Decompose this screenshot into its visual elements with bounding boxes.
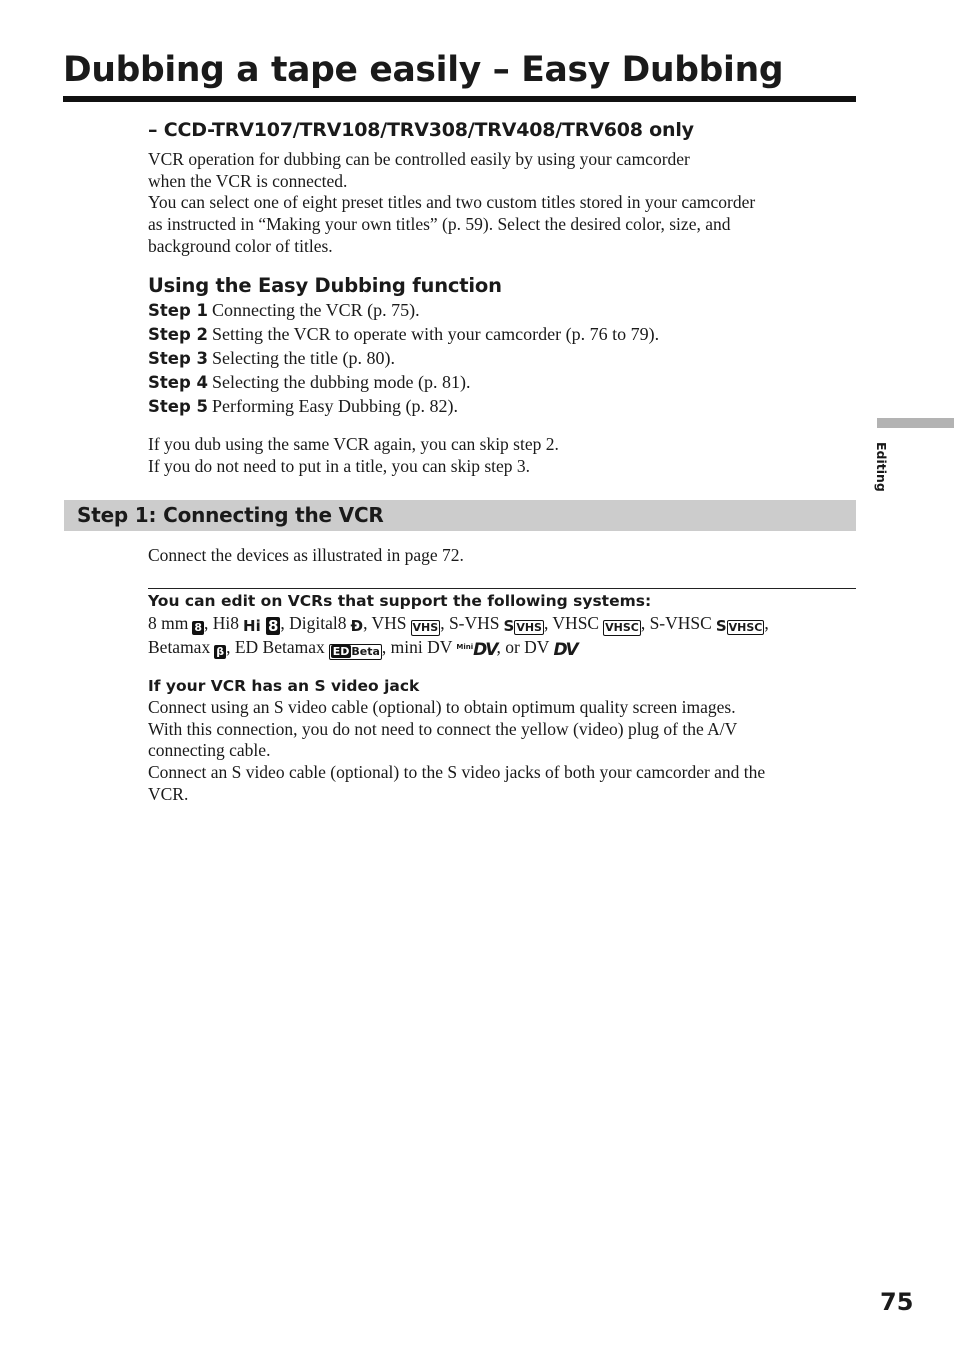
- step-item: [148, 322, 659, 346]
- model-subtitle: – CCD-TRV107/TRV108/TRV308/TRV408/TRV608 only: [148, 119, 694, 141]
- intro-line: as instructed in “Making your own titles” (p. 59). Select the desired color, size, and: [148, 214, 731, 235]
- section-tab-label: Editing: [874, 442, 889, 492]
- vhs-logo-icon: VHS: [412, 621, 439, 634]
- mini-dv-logo-mini: Mini: [456, 643, 474, 651]
- intro-line: background color of titles.: [148, 235, 333, 256]
- mini-dv-logo-icon: [456, 640, 496, 659]
- system-betamax: Betamax: [148, 637, 211, 657]
- svideo-line: VCR.: [148, 783, 189, 804]
- step-text: Selecting the title (p. 80).: [212, 348, 395, 368]
- page-number: 75: [880, 1288, 914, 1316]
- hi8-logo-8: 8: [267, 617, 279, 635]
- step-item: [148, 394, 659, 418]
- digital8-logo-icon: Ð: [350, 617, 364, 635]
- ed-beta-logo-icon: [329, 644, 382, 660]
- section-heading: Using the Easy Dubbing function: [148, 274, 502, 297]
- system-vhsc: , VHSC: [543, 613, 600, 633]
- step1-heading: Step 1: Connecting the VCR: [77, 503, 384, 527]
- system-svhsc: , S-VHSC: [640, 613, 712, 633]
- step-item: [148, 370, 659, 394]
- svhsc-logo-icon: [716, 619, 765, 635]
- systems-list: [148, 612, 769, 660]
- step-label: Step 3: [148, 349, 208, 368]
- intro-paragraph: [148, 149, 755, 258]
- system-ed-betamax: , ED Betamax: [226, 637, 325, 657]
- step-label: Step 2: [148, 325, 208, 344]
- hi8-logo-hi: Hi: [243, 617, 261, 635]
- svhs-logo-icon: [504, 619, 544, 635]
- svhsc-logo-vhsc: VHSC: [728, 621, 763, 634]
- system-mini-dv: , mini DV: [381, 637, 453, 657]
- intro-line: VCR operation for dubbing can be controlled easily by using your camcorder: [148, 149, 690, 169]
- title-rule: [63, 96, 856, 102]
- note-line: If you do not need to put in a title, you can skip step 3.: [148, 455, 531, 476]
- svideo-line: Connect using an S video cable (optional) to obtain optimum quality screen images.: [148, 697, 736, 717]
- notes: [148, 434, 559, 477]
- systems-rule: [148, 588, 856, 589]
- betamax-logo-icon: β: [216, 645, 225, 658]
- step-text: Selecting the dubbing mode (p. 81).: [212, 372, 471, 392]
- svideo-line: Connect an S video cable (optional) to the S video jacks of both your camcorder and the: [148, 762, 766, 783]
- svhs-logo-vhs: VHS: [516, 621, 542, 634]
- svideo-line: With this connection, you do not need to connect the yellow (video) plug of the A/V: [148, 718, 738, 739]
- connect-text: Connect the devices as illustrated in page 72.: [148, 545, 464, 565]
- system-dv: , or DV: [496, 637, 550, 657]
- step-label: Step 5: [148, 397, 208, 416]
- vhsc-logo-icon: VHSC: [605, 621, 639, 634]
- svideo-line: connecting cable.: [148, 740, 271, 761]
- system-hi8: , Hi8: [204, 613, 240, 633]
- section-tab-bar: [877, 418, 954, 428]
- note-line: If you dub using the same VCR again, you can skip step 2.: [148, 434, 559, 454]
- page-title: Dubbing a tape easily – Easy Dubbing: [63, 50, 784, 90]
- systems-line: [148, 612, 769, 636]
- step-label: Step 4: [148, 373, 208, 392]
- step-item: [148, 298, 659, 322]
- step1-heading-bar: [64, 500, 856, 531]
- system-digital8: , Digital8: [280, 613, 347, 633]
- 8mm-logo-icon: 8: [194, 621, 203, 634]
- step-item: [148, 346, 659, 370]
- svideo-paragraph: [148, 697, 765, 806]
- dv-logo-icon: DV: [553, 640, 577, 660]
- step-text: Performing Easy Dubbing (p. 82).: [212, 396, 458, 416]
- ed-beta-logo-beta: Beta: [351, 645, 380, 658]
- systems-comma: ,: [764, 613, 769, 633]
- intro-line: You can select one of eight preset titles and two custom titles stored in your camcorder: [148, 192, 756, 213]
- step-text: Connecting the VCR (p. 75).: [212, 300, 420, 320]
- step-list: [148, 298, 659, 418]
- intro-line: when the VCR is connected.: [148, 170, 348, 191]
- svhs-logo-s: S: [503, 617, 515, 635]
- mini-dv-logo-dv: DV: [473, 640, 497, 660]
- svideo-heading: If your VCR has an S video jack: [148, 677, 420, 695]
- svhsc-logo-s: S: [715, 617, 727, 635]
- system-8mm: 8 mm: [148, 613, 189, 633]
- step-label: Step 1: [148, 301, 208, 320]
- system-vhs: , VHS: [363, 613, 407, 633]
- system-svhs: , S-VHS: [440, 613, 500, 633]
- systems-heading: You can edit on VCRs that support the following systems:: [148, 592, 652, 610]
- step-text: Setting the VCR to operate with your camcorder (p. 76 to 79).: [212, 324, 660, 344]
- systems-line: [148, 636, 769, 660]
- hi8-logo-icon: [243, 619, 280, 633]
- ed-beta-logo-ed: ED: [332, 645, 350, 658]
